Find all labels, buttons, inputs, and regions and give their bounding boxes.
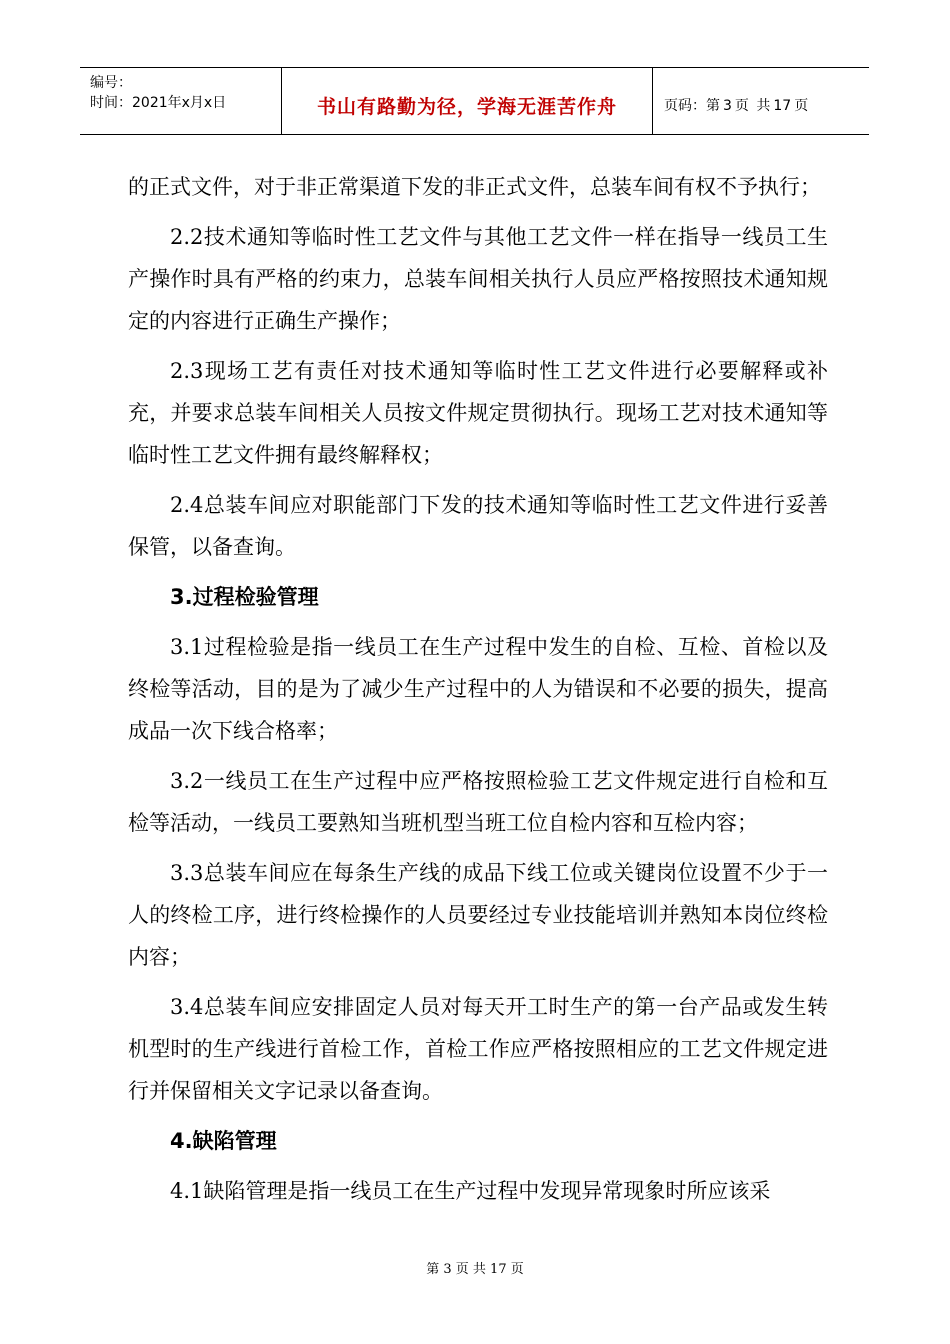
page-mid: 页 (734, 98, 749, 114)
document-body (128, 166, 828, 1220)
document-number-label: 编号： (90, 75, 132, 91)
page-header (80, 67, 869, 135)
paragraph: 的正式文件，对于非正常渠道下发的非正式文件，总装车间有权不予执行； (128, 175, 821, 199)
paragraph: 4.1缺陷管理是指一线员工在生产过程中发现异常现象时所应该采 (170, 1179, 771, 1203)
page-number: 3 (723, 98, 732, 114)
header-page-cell (653, 68, 869, 134)
page-total: 17 (773, 98, 792, 114)
header-slogan: 书山有路勤为径，学海无涯苦作舟 (316, 96, 617, 118)
paragraph: 3.3总装车间应在每条生产线的成品下线工位或关键岗位设置不少于一人的终检工序，进行终检操作的人员要经过专业技能培训并熟知本岗位终检内容； (128, 861, 828, 969)
page-suffix: 页 (794, 98, 809, 114)
paragraph: 3.4总装车间应安排固定人员对每天开工时生产的第一台产品或发生转机型时的生产线进行首检工作，首检工作应严格按照相应的工艺文件规定进行并保留相关文字记录以备查询。 (128, 995, 828, 1103)
paragraph: 3.2一线员工在生产过程中应严格按照检验工艺文件规定进行自检和互检等活动，一线员工要熟知当班机型当班工位自检内容和互检内容； (128, 769, 828, 835)
paragraph: 2.2技术通知等临时性工艺文件与其他工艺文件一样在指导一线员工生产操作时具有严格的约束力，总装车间相关执行人员应严格按照技术通知规定的内容进行正确生产操作； (128, 225, 828, 333)
page-prefix: 页码：第 (664, 98, 720, 114)
paragraph: 2.3现场工艺有责任对技术通知等临时性工艺文件进行必要解释或补充，并要求总装车间相关人员按文件规定贯彻执行。现场工艺对技术通知等临时性工艺文件拥有最终解释权； (128, 359, 828, 467)
paragraph: 3.1过程检验是指一线员工在生产过程中发生的自检、互检、首检以及终检等活动，目的是为了减少生产过程中的人为错误和不必要的损失，提高成品一次下线合格率； (128, 635, 828, 743)
header-meta-cell (80, 68, 282, 134)
header-page-indicator (664, 95, 811, 115)
header-slogan-cell (282, 68, 653, 134)
section-heading: 4.缺陷管理 (170, 1129, 277, 1153)
page-total-prefix: 共 (756, 98, 771, 114)
section-heading: 3.过程检验管理 (170, 585, 319, 609)
document-date-label: 时间：2021年x月x日 (90, 95, 227, 111)
page-footer: 第 3 页 共 17 页 (426, 1262, 524, 1277)
paragraph: 2.4总装车间应对职能部门下发的技术通知等临时性工艺文件进行妥善保管，以备查询。 (128, 493, 828, 559)
